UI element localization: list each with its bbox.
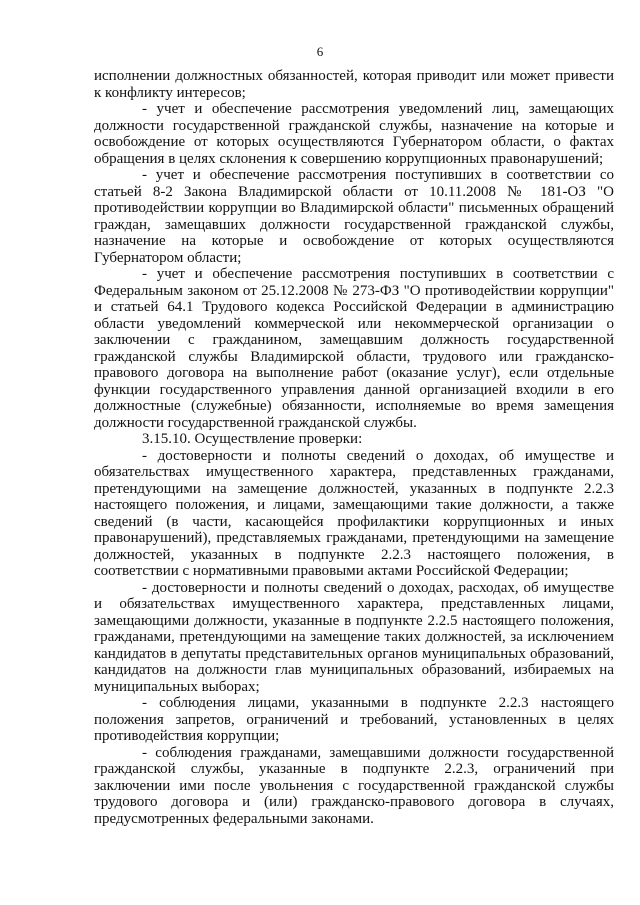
paragraph-continuation: исполнении должностных обязанностей, которая приводит или может привести к конфликту интересов; (94, 68, 614, 101)
paragraph-organization-notifications: - учет и обеспечение рассмотрения поступивших в соответствии с Федеральным законом от 25.12.2008 № 273-ФЗ "О противодействии коррупции" и статьей 64.1 Трудового кодекса Российской Федерации в администрацию области уведомлений коммерческой или некоммерческой организации о заключении с гражданином, замещавшим должность государственной гражданской службы Владимирской области, трудового или гражданско-правового договора на выполнение работ (оказание услуг), если отдельные функции государственного управления данной организацией входили в его должностные (служебные) обязанности, исполняемые во время замещения должности государственной гражданской службы. (94, 266, 614, 431)
paragraph-notifications-accounting: - учет и обеспечение рассмотрения уведомлений лиц, замещающих должности государственной гражданской службы, назначение на которые и освобождение от которых осуществляются Губернатором области, о фактах обращения в целях склонения к совершению коррупционных правонарушений; (94, 101, 614, 167)
paragraph-former-employees-compliance: - соблюдения гражданами, замещавшими должности государственной гражданской службы, указанные в подпункте 2.2.3, ограничений при заключении ими после увольнения с государственной гражданской службы трудового договора и (или) гражданско-правового договора в случаях, предусмотренных федеральными законами. (94, 744, 614, 827)
paragraph-written-appeals: - учет и обеспечение рассмотрения поступивших в соответствии со статьей 8-2 Закона Владимирской области от 10.11.2008 № 181-ОЗ "О противодействии коррупции во Владимирской области" письменных обращений граждан, замещавших должности государственной гражданской службы, назначение на которые и освобождение от которых осуществляются Губернатором области; (94, 167, 614, 266)
paragraph-income-check: - достоверности и полноты сведений о доходах, об имуществе и обязательствах имущественного характера, представленных гражданами, претендующими на замещение должностей, указанных в подпункте 2.2.3 настоящего положения, и лицами, замещающими такие должности, а также сведений (в части, касающейся профилактики коррупционных и иных правонарушений), представляемых гражданами, претендующими на замещение должностей, указанных в подпункте 2.2.3 настоящего положения, в соответствии с нормативными правовыми актами Российской Федерации; (94, 447, 614, 579)
paragraph-restrictions-compliance: - соблюдения лицами, указанными в подпункте 2.2.3 настоящего положения запретов, ограничений и требований, установленных в целях противодействия коррупции; (94, 695, 614, 744)
section-heading-3-15-10: 3.15.10. Осуществление проверки: (142, 431, 363, 447)
paragraph-income-expenses-check: - достоверности и полноты сведений о доходах, расходах, об имуществе и обязательствах имущественного характера, представленных лицами, замещающими должности, указанные в подпункте 2.2.5 настоящего положения, гражданами, претендующими на замещение таких должностей, за исключением кандидатов в депутаты представительных органов муниципальных образований, кандидатов на должности глав муниципальных образований, избираемых на муниципальных выборах; (94, 579, 614, 695)
page-number: 6 (316, 44, 324, 59)
document-body (94, 68, 614, 827)
